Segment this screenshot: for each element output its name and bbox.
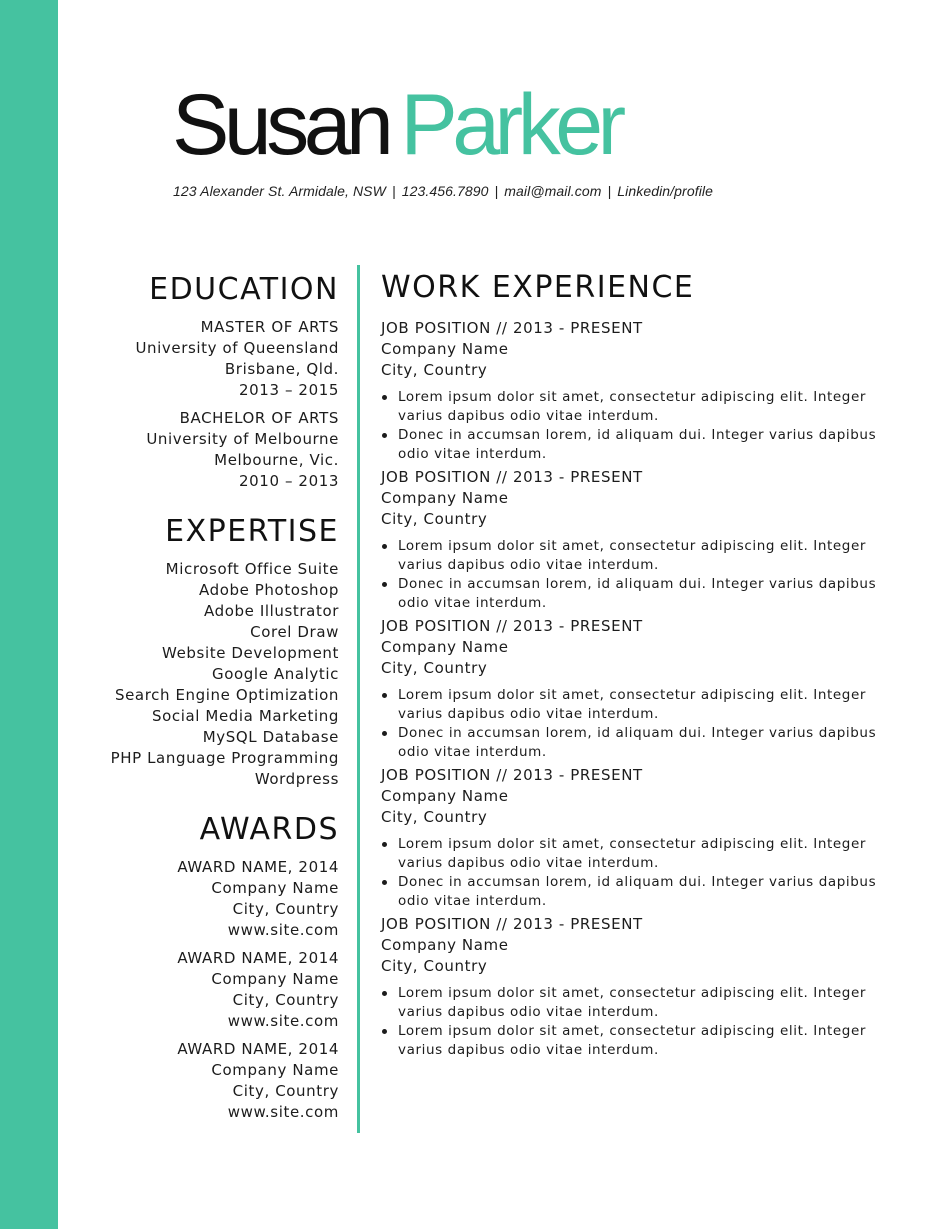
- education-degree: MASTER OF ARTS: [200, 318, 339, 336]
- job-bullet-text: Donec in accumsan lorem, id aliquam dui. Integer varius dapibus odio vitae interdum.: [398, 874, 877, 909]
- expertise-item: Social Media Marketing: [151, 707, 339, 725]
- job-bullet-list: [381, 686, 906, 762]
- education-location: Brisbane, Qld.: [224, 360, 339, 378]
- contact-separator: |: [607, 183, 612, 199]
- expertise-item: Microsoft Office Suite: [165, 560, 339, 578]
- award-entry: [39, 1039, 339, 1123]
- awards-section: [39, 810, 339, 1123]
- job-bullet: [381, 686, 906, 724]
- last-name: Parker: [400, 77, 621, 173]
- education-degree: BACHELOR OF ARTS: [179, 409, 339, 427]
- job-entry: [381, 765, 906, 911]
- job-bullet-list: [381, 537, 906, 613]
- job-bullet-text: Lorem ipsum dolor sit amet, consectetur adipiscing elit. Integer varius dapibus odio vitae interdum.: [398, 1023, 867, 1058]
- job-bullet-list: [381, 388, 906, 464]
- contact-email[interactable]: mail@mail.com: [504, 183, 602, 199]
- job-bullet: [381, 984, 906, 1022]
- expertise-item: Corel Draw: [250, 623, 339, 641]
- award-location: City, Country: [232, 900, 339, 918]
- award-site-link[interactable]: www.site.com: [227, 921, 339, 939]
- job-bullet-text: Lorem ipsum dolor sit amet, consectetur adipiscing elit. Integer varius dapibus odio vitae interdum.: [398, 538, 867, 573]
- job-bullet: [381, 388, 906, 426]
- expertise-item: MySQL Database: [202, 728, 339, 746]
- award-site-link[interactable]: www.site.com: [227, 1103, 339, 1121]
- job-entry: [381, 318, 906, 464]
- award-title: AWARD NAME, 2014: [177, 858, 339, 876]
- expertise-item: Adobe Photoshop: [198, 581, 339, 599]
- contact-line: [173, 183, 713, 199]
- work-experience-heading: WORK EXPERIENCE: [381, 270, 695, 305]
- job-bullet-text: Lorem ipsum dolor sit amet, consectetur adipiscing elit. Integer varius dapibus odio vitae interdum.: [398, 687, 867, 722]
- job-bullet-list: [381, 984, 906, 1060]
- job-bullet: [381, 724, 906, 762]
- job-entry: [381, 616, 906, 762]
- contact-address: 123 Alexander St. Armidale, NSW: [173, 183, 386, 199]
- award-title: AWARD NAME, 2014: [177, 949, 339, 967]
- job-location: City, Country: [381, 510, 488, 528]
- job-bullet-list: [381, 835, 906, 911]
- award-entry: [39, 857, 339, 941]
- contact-separator: |: [494, 183, 499, 199]
- education-years: 2010 – 2013: [239, 472, 339, 490]
- job-bullet-text: Lorem ipsum dolor sit amet, consectetur adipiscing elit. Integer varius dapibus odio vitae interdum.: [398, 985, 867, 1020]
- expertise-item: Search Engine Optimization: [114, 686, 339, 704]
- first-name: Susan: [172, 77, 389, 173]
- award-location: City, Country: [232, 991, 339, 1009]
- contact-linkedin[interactable]: Linkedin/profile: [617, 183, 714, 199]
- job-position: JOB POSITION // 2013 - PRESENT: [381, 617, 643, 635]
- job-company: Company Name: [381, 936, 509, 954]
- expertise-item: Website Development: [162, 644, 339, 662]
- award-company: Company Name: [211, 1061, 339, 1079]
- job-position: JOB POSITION // 2013 - PRESENT: [381, 766, 643, 784]
- expertise-item: PHP Language Programming: [110, 749, 339, 767]
- job-location: City, Country: [381, 361, 488, 379]
- award-entry: [39, 948, 339, 1032]
- job-position: JOB POSITION // 2013 - PRESENT: [381, 915, 643, 933]
- awards-heading: AWARDS: [199, 812, 339, 847]
- education-entry: [39, 408, 339, 492]
- award-company: Company Name: [211, 970, 339, 988]
- job-bullet-text: Donec in accumsan lorem, id aliquam dui. Integer varius dapibus odio vitae interdum.: [398, 576, 877, 611]
- job-position: JOB POSITION // 2013 - PRESENT: [381, 319, 643, 337]
- award-site-link[interactable]: www.site.com: [227, 1012, 339, 1030]
- education-location: Melbourne, Vic.: [214, 451, 339, 469]
- education-entry: [39, 317, 339, 401]
- job-position: JOB POSITION // 2013 - PRESENT: [381, 468, 643, 486]
- expertise-section: [39, 512, 339, 790]
- job-bullet: [381, 575, 906, 613]
- expertise-item: Adobe Illustrator: [204, 602, 339, 620]
- resume-name: [172, 70, 621, 180]
- job-location: City, Country: [381, 659, 488, 677]
- job-company: Company Name: [381, 489, 509, 507]
- job-entry: [381, 467, 906, 613]
- education-heading: EDUCATION: [149, 272, 339, 307]
- education-school: University of Melbourne: [146, 430, 339, 448]
- job-bullet-text: Lorem ipsum dolor sit amet, consectetur adipiscing elit. Integer varius dapibus odio vitae interdum.: [398, 389, 867, 424]
- job-bullet-text: Donec in accumsan lorem, id aliquam dui. Integer varius dapibus odio vitae interdum.: [398, 427, 877, 462]
- expertise-item: Wordpress: [254, 770, 339, 788]
- education-years: 2013 – 2015: [239, 381, 339, 399]
- award-company: Company Name: [211, 879, 339, 897]
- job-bullet-text: Donec in accumsan lorem, id aliquam dui. Integer varius dapibus odio vitae interdum.: [398, 725, 877, 760]
- job-bullet: [381, 835, 906, 873]
- job-company: Company Name: [381, 787, 509, 805]
- award-title: AWARD NAME, 2014: [177, 1040, 339, 1058]
- work-experience-section: [381, 268, 906, 1063]
- job-location: City, Country: [381, 957, 488, 975]
- job-bullet-text: Lorem ipsum dolor sit amet, consectetur adipiscing elit. Integer varius dapibus odio vitae interdum.: [398, 836, 867, 871]
- expertise-heading: EXPERTISE: [165, 514, 339, 549]
- job-bullet: [381, 1022, 906, 1060]
- left-column: [39, 270, 339, 1143]
- expertise-item: Google Analytic: [212, 665, 339, 683]
- job-location: City, Country: [381, 808, 488, 826]
- contact-separator: |: [391, 183, 396, 199]
- education-school: University of Queensland: [135, 339, 339, 357]
- column-divider: [357, 265, 360, 1133]
- award-location: City, Country: [232, 1082, 339, 1100]
- job-bullet: [381, 873, 906, 911]
- education-section: [39, 270, 339, 492]
- job-bullet: [381, 537, 906, 575]
- contact-phone[interactable]: 123.456.7890: [401, 183, 489, 199]
- job-company: Company Name: [381, 638, 509, 656]
- job-entry: [381, 914, 906, 1060]
- job-company: Company Name: [381, 340, 509, 358]
- job-bullet: [381, 426, 906, 464]
